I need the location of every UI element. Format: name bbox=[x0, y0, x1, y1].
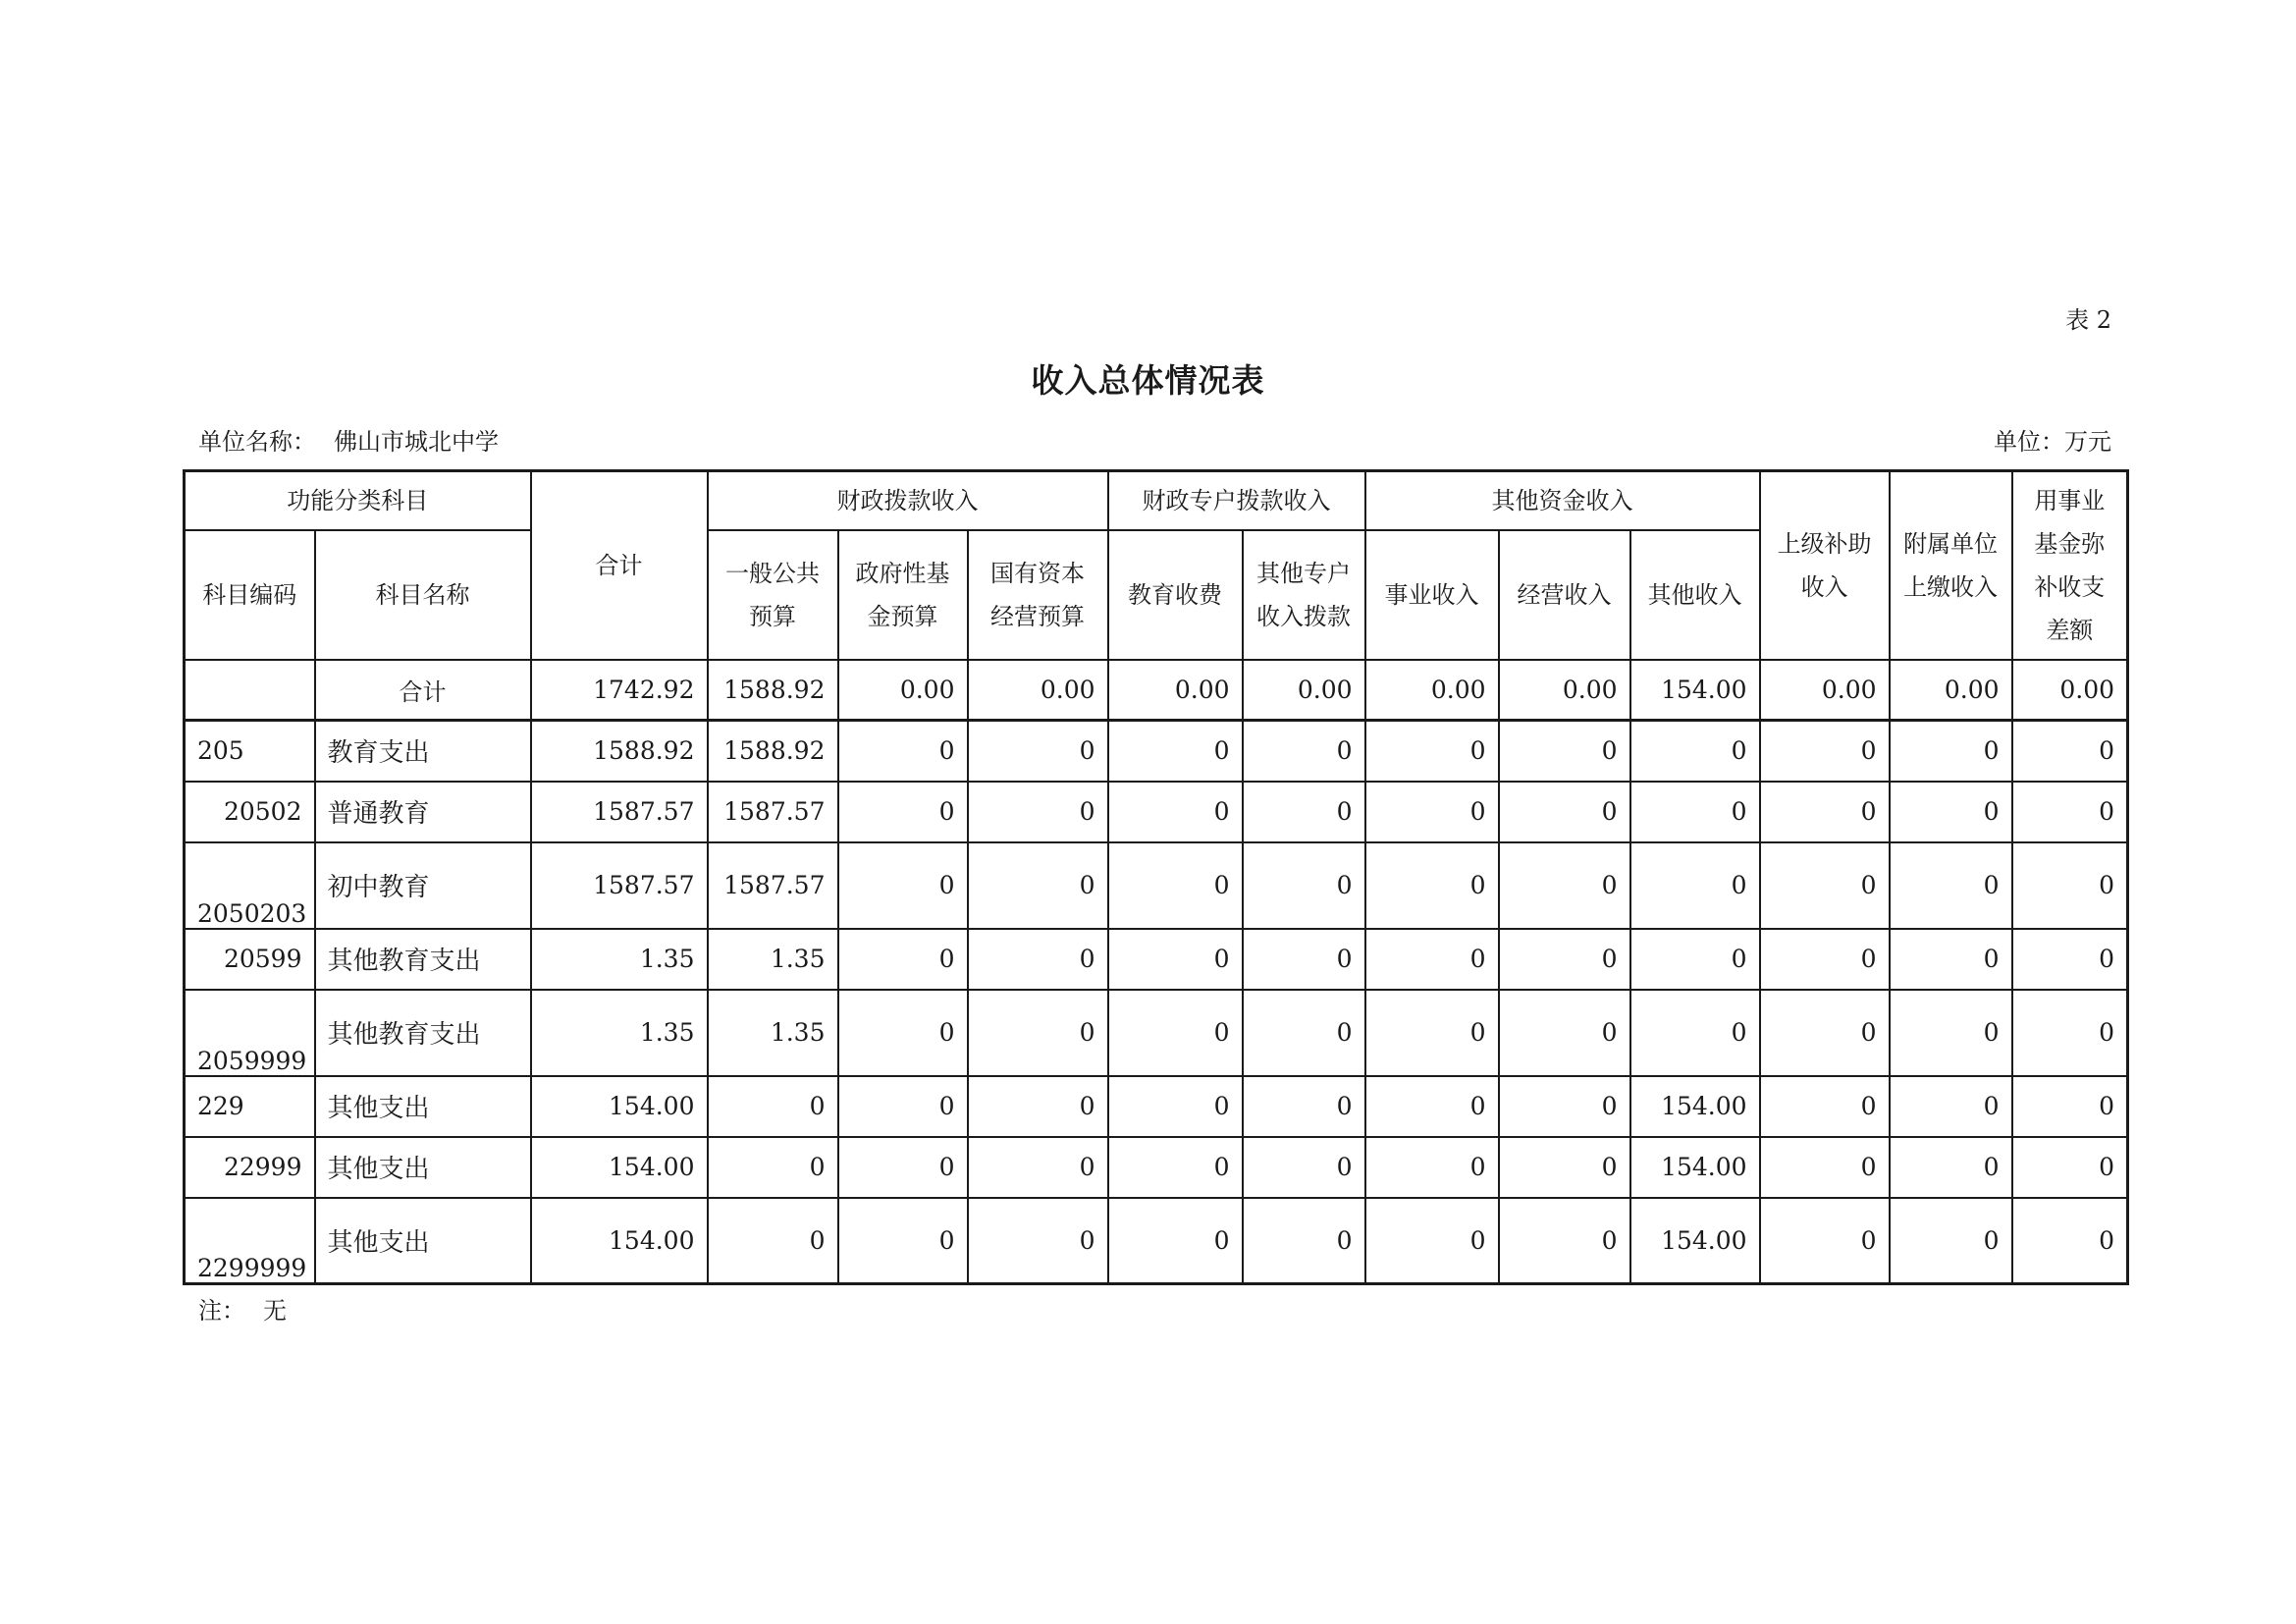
row-value: 0 bbox=[1499, 929, 1630, 990]
row-value: 0 bbox=[1890, 1076, 2012, 1137]
row-value: 0 bbox=[1365, 1137, 1499, 1198]
row-value: 1.35 bbox=[531, 990, 708, 1076]
row-value: 154.00 bbox=[1630, 1137, 1760, 1198]
row-value: 0 bbox=[968, 1137, 1108, 1198]
total-value: 0.00 bbox=[2012, 660, 2128, 721]
row-name: 普通教育 bbox=[315, 782, 531, 842]
row-value: 0 bbox=[2012, 929, 2128, 990]
row-value: 0 bbox=[1108, 782, 1243, 842]
row-name: 初中教育 bbox=[315, 842, 531, 929]
total-row bbox=[185, 660, 2128, 721]
unit-name-label: 单位名称： bbox=[198, 428, 316, 456]
footnote-label: 注： bbox=[198, 1297, 245, 1325]
row-value: 1588.92 bbox=[708, 721, 838, 782]
header-fiscal-general: 一般公共预算 bbox=[708, 530, 838, 660]
row-value: 0 bbox=[1499, 1076, 1630, 1137]
row-value: 0 bbox=[1243, 1137, 1365, 1198]
header-reserve: 用事业基金弥补收支差额 bbox=[2012, 471, 2128, 660]
row-value: 0 bbox=[2012, 990, 2128, 1076]
unit-name-value: 佛山市城北中学 bbox=[334, 428, 499, 456]
row-value: 0 bbox=[1108, 842, 1243, 929]
header-fiscal: 财政拨款收入 bbox=[708, 471, 1108, 530]
row-value: 0 bbox=[1890, 929, 2012, 990]
row-code: 20502 bbox=[185, 782, 315, 842]
total-value: 0.00 bbox=[1243, 660, 1365, 721]
row-value: 0 bbox=[1760, 721, 1890, 782]
table-number: 表 2 bbox=[2065, 306, 2111, 334]
header-special-edu-fee: 教育收费 bbox=[1108, 530, 1243, 660]
row-name: 其他教育支出 bbox=[315, 990, 531, 1076]
header-name: 科目名称 bbox=[315, 530, 531, 660]
header-other-funds: 其他资金收入 bbox=[1365, 471, 1760, 530]
row-value: 0 bbox=[1365, 1198, 1499, 1284]
row-value: 0 bbox=[1760, 990, 1890, 1076]
row-value: 1.35 bbox=[531, 929, 708, 990]
row-value: 154.00 bbox=[531, 1137, 708, 1198]
table-row bbox=[185, 990, 2128, 1076]
total-label: 合计 bbox=[315, 660, 531, 721]
row-value: 0 bbox=[1108, 1137, 1243, 1198]
row-code: 205 bbox=[185, 721, 315, 782]
row-value: 0 bbox=[1243, 1076, 1365, 1137]
footnote bbox=[198, 1291, 287, 1326]
row-value: 0 bbox=[1630, 721, 1760, 782]
row-name: 其他教育支出 bbox=[315, 929, 531, 990]
row-code: 229 bbox=[185, 1076, 315, 1137]
row-code: 22999 bbox=[185, 1137, 315, 1198]
row-value: 0 bbox=[1499, 1137, 1630, 1198]
header-total: 合计 bbox=[531, 471, 708, 660]
row-value: 0 bbox=[1630, 782, 1760, 842]
row-code: 20599 bbox=[185, 929, 315, 990]
header-code: 科目编码 bbox=[185, 530, 315, 660]
row-value: 0 bbox=[1243, 990, 1365, 1076]
header-superior-subsidy: 上级补助收入 bbox=[1760, 471, 1890, 660]
row-value: 1587.57 bbox=[708, 842, 838, 929]
table-row bbox=[185, 929, 2128, 990]
header-row-1 bbox=[185, 471, 2128, 530]
total-value: 1588.92 bbox=[708, 660, 838, 721]
page-title: 收入总体情况表 bbox=[1031, 361, 1265, 400]
row-value: 0 bbox=[1243, 929, 1365, 990]
row-value: 0 bbox=[2012, 1137, 2128, 1198]
row-value: 0 bbox=[838, 929, 968, 990]
row-value: 0 bbox=[968, 990, 1108, 1076]
row-value: 0 bbox=[1108, 721, 1243, 782]
row-value: 0 bbox=[2012, 1198, 2128, 1284]
row-value: 0 bbox=[1499, 1198, 1630, 1284]
total-value: 154.00 bbox=[1630, 660, 1760, 721]
row-value: 0 bbox=[1243, 842, 1365, 929]
row-value: 0 bbox=[968, 1076, 1108, 1137]
row-name: 其他支出 bbox=[315, 1076, 531, 1137]
row-value: 0 bbox=[1365, 1076, 1499, 1137]
header-affiliated: 附属单位上缴收入 bbox=[1890, 471, 2012, 660]
row-value: 0 bbox=[1365, 842, 1499, 929]
row-value: 0 bbox=[1630, 990, 1760, 1076]
table-row bbox=[185, 1137, 2128, 1198]
row-value: 0 bbox=[1760, 842, 1890, 929]
row-value: 0 bbox=[1630, 842, 1760, 929]
row-value: 0 bbox=[708, 1137, 838, 1198]
row-value: 0 bbox=[968, 721, 1108, 782]
row-value: 154.00 bbox=[531, 1076, 708, 1137]
total-value: 0.00 bbox=[1499, 660, 1630, 721]
row-value: 0 bbox=[838, 1137, 968, 1198]
header-fiscal-gov-fund: 政府性基金预算 bbox=[838, 530, 968, 660]
row-value: 0 bbox=[2012, 842, 2128, 929]
header-special: 财政专户拨款收入 bbox=[1108, 471, 1365, 530]
row-value: 0 bbox=[1108, 929, 1243, 990]
row-value: 0 bbox=[1499, 990, 1630, 1076]
total-value: 0.00 bbox=[1890, 660, 2012, 721]
row-value: 0 bbox=[968, 782, 1108, 842]
row-value: 0 bbox=[2012, 721, 2128, 782]
row-value: 0 bbox=[708, 1076, 838, 1137]
header-fiscal-state-capital: 国有资本经营预算 bbox=[968, 530, 1108, 660]
header-other-other: 其他收入 bbox=[1630, 530, 1760, 660]
row-value: 154.00 bbox=[1630, 1198, 1760, 1284]
row-value: 1.35 bbox=[708, 990, 838, 1076]
total-code-cell bbox=[185, 660, 315, 721]
row-value: 0 bbox=[1760, 782, 1890, 842]
row-name: 教育支出 bbox=[315, 721, 531, 782]
row-value: 0 bbox=[1365, 990, 1499, 1076]
row-value: 1.35 bbox=[708, 929, 838, 990]
row-value: 0 bbox=[1243, 1198, 1365, 1284]
row-value: 0 bbox=[1108, 990, 1243, 1076]
table-row bbox=[185, 842, 2128, 929]
row-value: 0 bbox=[1890, 842, 2012, 929]
row-value: 1587.57 bbox=[708, 782, 838, 842]
money-unit: 单位：万元 bbox=[1994, 428, 2111, 456]
row-value: 0 bbox=[838, 1076, 968, 1137]
row-value: 154.00 bbox=[1630, 1076, 1760, 1137]
row-value: 0 bbox=[1499, 721, 1630, 782]
row-value: 0 bbox=[968, 1198, 1108, 1284]
row-value: 154.00 bbox=[531, 1198, 708, 1284]
row-value: 0 bbox=[1243, 782, 1365, 842]
footnote-text: 无 bbox=[263, 1297, 287, 1325]
row-code: 2050203 bbox=[185, 842, 315, 929]
total-value: 0.00 bbox=[1365, 660, 1499, 721]
row-value: 0 bbox=[1499, 842, 1630, 929]
table-row bbox=[185, 782, 2128, 842]
header-func-class: 功能分类科目 bbox=[185, 471, 531, 530]
row-value: 0 bbox=[1243, 721, 1365, 782]
total-value: 0.00 bbox=[838, 660, 968, 721]
row-value: 0 bbox=[1365, 782, 1499, 842]
row-value: 0 bbox=[968, 929, 1108, 990]
row-value: 0 bbox=[968, 842, 1108, 929]
row-code: 2299999 bbox=[185, 1198, 315, 1284]
row-value: 0 bbox=[838, 782, 968, 842]
row-value: 0 bbox=[838, 842, 968, 929]
row-value: 0 bbox=[1108, 1198, 1243, 1284]
unit-name-line bbox=[198, 422, 499, 457]
row-value: 0 bbox=[1760, 1076, 1890, 1137]
row-value: 0 bbox=[2012, 1076, 2128, 1137]
row-value: 0 bbox=[1499, 782, 1630, 842]
table-row bbox=[185, 1198, 2128, 1284]
header-other-operating: 经营收入 bbox=[1499, 530, 1630, 660]
row-value: 0 bbox=[1760, 1198, 1890, 1284]
row-value: 0 bbox=[1365, 721, 1499, 782]
row-value: 0 bbox=[708, 1198, 838, 1284]
row-value: 0 bbox=[838, 1198, 968, 1284]
row-name: 其他支出 bbox=[315, 1198, 531, 1284]
row-value: 0 bbox=[1365, 929, 1499, 990]
row-value: 1587.57 bbox=[531, 782, 708, 842]
row-value: 1587.57 bbox=[531, 842, 708, 929]
total-value: 0.00 bbox=[1760, 660, 1890, 721]
row-value: 0 bbox=[1108, 1076, 1243, 1137]
row-value: 0 bbox=[1760, 1137, 1890, 1198]
total-value: 1742.92 bbox=[531, 660, 708, 721]
row-value: 1588.92 bbox=[531, 721, 708, 782]
header-other-business: 事业收入 bbox=[1365, 530, 1499, 660]
row-value: 0 bbox=[838, 990, 968, 1076]
row-value: 0 bbox=[2012, 782, 2128, 842]
row-value: 0 bbox=[1890, 990, 2012, 1076]
row-value: 0 bbox=[1630, 929, 1760, 990]
row-value: 0 bbox=[1890, 782, 2012, 842]
table-row bbox=[185, 721, 2128, 782]
table-row bbox=[185, 1076, 2128, 1137]
total-value: 0.00 bbox=[968, 660, 1108, 721]
row-code: 2059999 bbox=[185, 990, 315, 1076]
row-value: 0 bbox=[1890, 1198, 2012, 1284]
row-value: 0 bbox=[1890, 1137, 2012, 1198]
total-value: 0.00 bbox=[1108, 660, 1243, 721]
income-summary-table bbox=[183, 469, 2129, 1285]
header-special-other: 其他专户收入拨款 bbox=[1243, 530, 1365, 660]
row-value: 0 bbox=[1890, 721, 2012, 782]
row-value: 0 bbox=[1760, 929, 1890, 990]
row-value: 0 bbox=[838, 721, 968, 782]
row-name: 其他支出 bbox=[315, 1137, 531, 1198]
